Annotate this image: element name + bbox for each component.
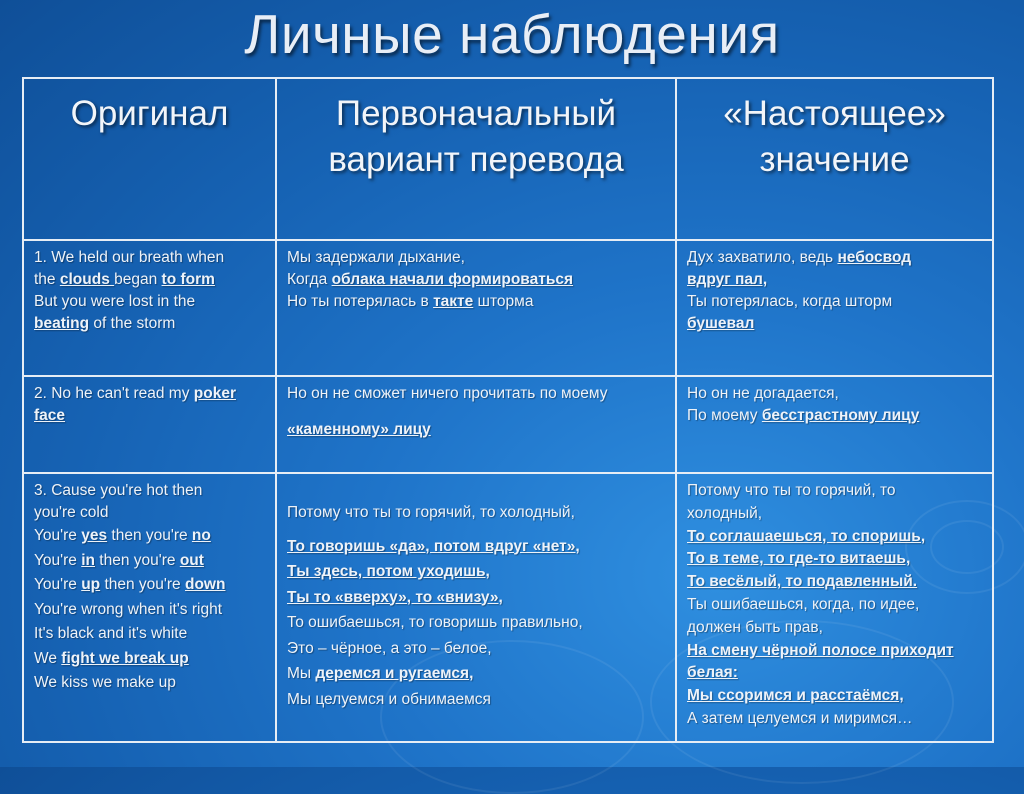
cell-meaning: Потому что ты то горячий, то холодный, То соглашаешься, то споришь, То в теме, то где-то витаешь, То весёлый, то подавленный. Ты ошибаешься, когда, по идее, должен быть прав, На смену чёрной полосе приходит белая: Мы ссоримся и расстаёмся, А затем целуемся и миримся… [676,473,993,742]
table-row [23,473,993,742]
table-row [23,376,993,473]
cell-draft: Потому что ты то горячий, то холодный, То говоришь «да», потом вдруг «нет», Ты здесь, потом уходишь, Ты то «вверху», то «внизу», То ошибаешься, то говоришь правильно, Это – чёрное, а это – белое, Мы деремся и ругаемся, Мы целуемся и обнимаемся [276,473,676,742]
table-row [23,240,993,376]
slide-title: Личные наблюдения [244,3,780,65]
cell-draft: Но он не сможет ничего прочитать по моему «каменному» лицу [276,376,676,473]
cell-meaning: Но он не догадается, По моему бесстрастному лицу [676,376,993,473]
cell-draft: Мы задержали дыхание, Когда облака начали формироваться Но ты потерялась в такте шторма [276,240,676,376]
header-draft-translation: Первоначальный вариант перевода [276,78,676,240]
cell-original: 3. Cause you're hot then you're cold You're yes then you're no You're in then you're out You're up then you're down You're wrong when it's right It's black and it's white We fight we break up We kiss we make up [23,473,276,742]
cell-original: 2. No he can't read my poker face [23,376,276,473]
cell-meaning: Дух захватило, ведь небосвод вдруг пал, Ты потерялась, когда шторм бушевал [676,240,993,376]
header-real-meaning: «Настоящее» значение [676,78,993,240]
table-header-row [23,78,993,240]
cell-original: 1. We held our breath when the clouds began to form But you were lost in the beating of the storm [23,240,276,376]
header-original: Оригинал [23,78,276,240]
comparison-table [22,77,994,743]
